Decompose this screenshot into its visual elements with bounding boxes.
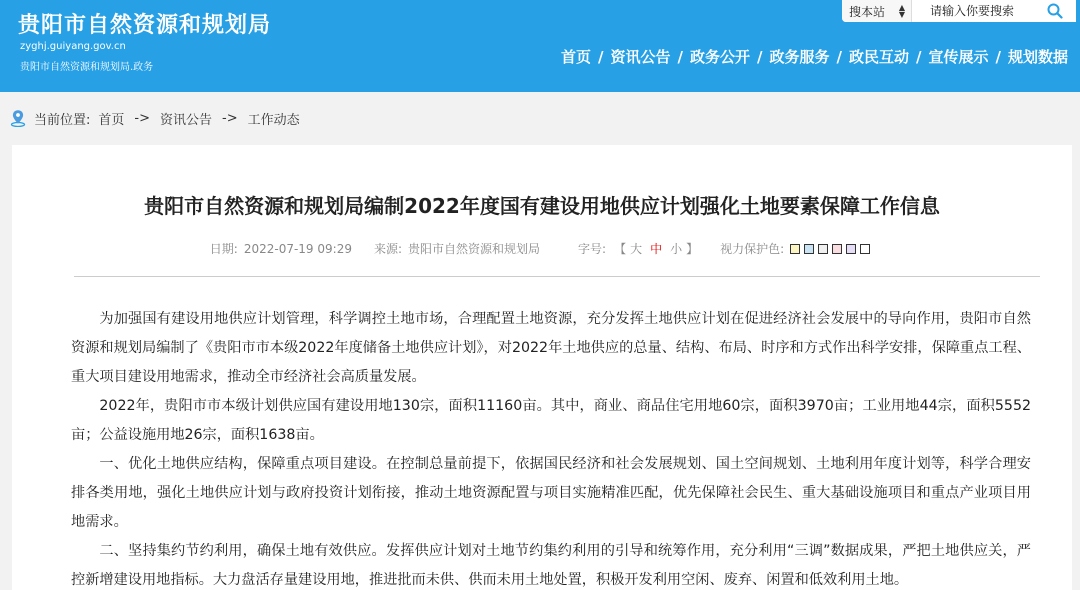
search-scope-select[interactable]	[842, 0, 912, 22]
nav-item-news[interactable]: 资讯公告	[610, 48, 671, 66]
nav-item-services[interactable]: 政务服务	[769, 48, 830, 66]
site-subtitle: 贵阳市自然资源和规划局.政务	[20, 62, 154, 73]
font-size-bracket-close: 】	[686, 242, 699, 256]
search-icon	[1047, 3, 1063, 19]
nav-separator: /	[995, 47, 1001, 66]
search-bar	[842, 0, 1076, 22]
font-size-small-button[interactable]: 小	[670, 242, 683, 256]
nav-separator: /	[836, 47, 842, 66]
site-title[interactable]: 贵阳市自然资源和规划局	[18, 13, 272, 38]
article-date: 2022-07-19 09:29	[243, 241, 352, 256]
nav-separator: /	[757, 47, 763, 66]
eye-care-color-swatch[interactable]	[832, 244, 842, 254]
nav-item-home[interactable]: 首页	[560, 48, 591, 66]
font-size-label: 字号:	[578, 242, 607, 256]
nav-item-planning-data[interactable]: 规划数据	[1007, 48, 1068, 66]
breadcrumb	[10, 108, 300, 128]
article-paragraph: 为加强国有建设用地供应计划管理，科学调控土地市场，合理配置土地资源，充分发挥土地供应计划在促进经济社会发展中的导向作用，贵阳市自然资源和规划局编制了《贵阳市市本级2022年度储备土地供应计划》，对2022年土地供应的总量、结构、布局、时序和方式作出科学安排，保障重点工程、重大项目建设用地需求，推动全市经济社会高质量发展。	[71, 311, 1031, 385]
eye-care-color-swatch[interactable]	[846, 244, 856, 254]
location-pin-icon	[10, 109, 26, 127]
font-size-medium-button[interactable]: 中	[650, 242, 663, 256]
date-label: 日期:	[209, 242, 238, 256]
nav-item-interaction[interactable]: 政民互动	[848, 48, 909, 66]
breadcrumb-prefix: 当前位置:	[34, 112, 91, 128]
eye-care-color-swatch[interactable]	[818, 244, 828, 254]
article-title: 贵阳市自然资源和规划局编制2022年度国有建设用地供应计划强化土地要素保障工作信息	[144, 194, 940, 218]
breadcrumb-separator: ->	[134, 110, 150, 126]
eye-care-color-swatch[interactable]	[804, 244, 814, 254]
select-arrows-icon: ▲ ▼	[898, 3, 905, 19]
search-button[interactable]	[1040, 0, 1070, 22]
font-size-large-button[interactable]: 大	[630, 242, 643, 256]
main-nav	[561, 46, 1068, 67]
article-body	[71, 305, 1031, 590]
nav-separator: /	[598, 47, 604, 66]
article-paragraph: 2022年，贵阳市市本级计划供应国有建设用地130宗，面积11160亩。其中，商业、商品住宅用地60宗，面积3970亩；工业用地44宗，面积5552亩；公益设施用地26宗，面积1638亩。	[71, 398, 1031, 443]
nav-item-publicity[interactable]: 宣传展示	[928, 48, 989, 66]
article-meta	[12, 240, 1072, 257]
source-label: 来源:	[373, 242, 403, 256]
eye-care-color-swatch[interactable]	[860, 244, 870, 254]
nav-item-government-affairs[interactable]: 政务公开	[689, 48, 750, 66]
breadcrumb-item-work-updates[interactable]: 工作动态	[247, 112, 300, 128]
breadcrumb-item-home[interactable]: 首页	[98, 112, 125, 128]
search-input[interactable]	[912, 0, 1040, 22]
breadcrumb-separator: ->	[222, 110, 238, 126]
site-domain: zyghj.guiyang.gov.cn	[20, 41, 126, 52]
nav-separator: /	[677, 47, 683, 66]
eye-care-swatches	[790, 242, 874, 256]
nav-separator: /	[916, 47, 922, 66]
article-paragraph: 一、优化土地供应结构，保障重点项目建设。在控制总量前提下，依据国民经济和社会发展规划、国土空间规划、土地利用年度计划等，科学合理安排各类用地，强化土地供应计划与政府投资计划衔接，推动土地资源配置与项目实施精准匹配，优先保障社会民生、重大基础设施项目和重点产业项目用地需求。	[71, 456, 1031, 530]
divider	[74, 276, 1040, 277]
eye-care-label: 视力保护色:	[720, 242, 785, 256]
eye-care-color-swatch[interactable]	[790, 244, 800, 254]
article-paragraph: 二、坚持集约节约利用，确保土地有效供应。发挥供应计划对土地节约集约利用的引导和统筹作用，充分利用“三调”数据成果，严把土地供应关，严控新增建设用地指标。大力盘活存量建设用地，推进批而未供、供而未用土地处置，积极开发利用空闲、废弃、闲置和低效利用土地。	[71, 543, 1031, 588]
article-source: 贵阳市自然资源和规划局	[408, 242, 541, 256]
site-header	[0, 0, 1080, 92]
breadcrumb-item-news[interactable]: 资讯公告	[160, 112, 213, 128]
search-scope-label: 搜本站	[849, 4, 886, 19]
article-card	[12, 145, 1072, 590]
font-size-bracket-open: 【	[614, 242, 627, 256]
